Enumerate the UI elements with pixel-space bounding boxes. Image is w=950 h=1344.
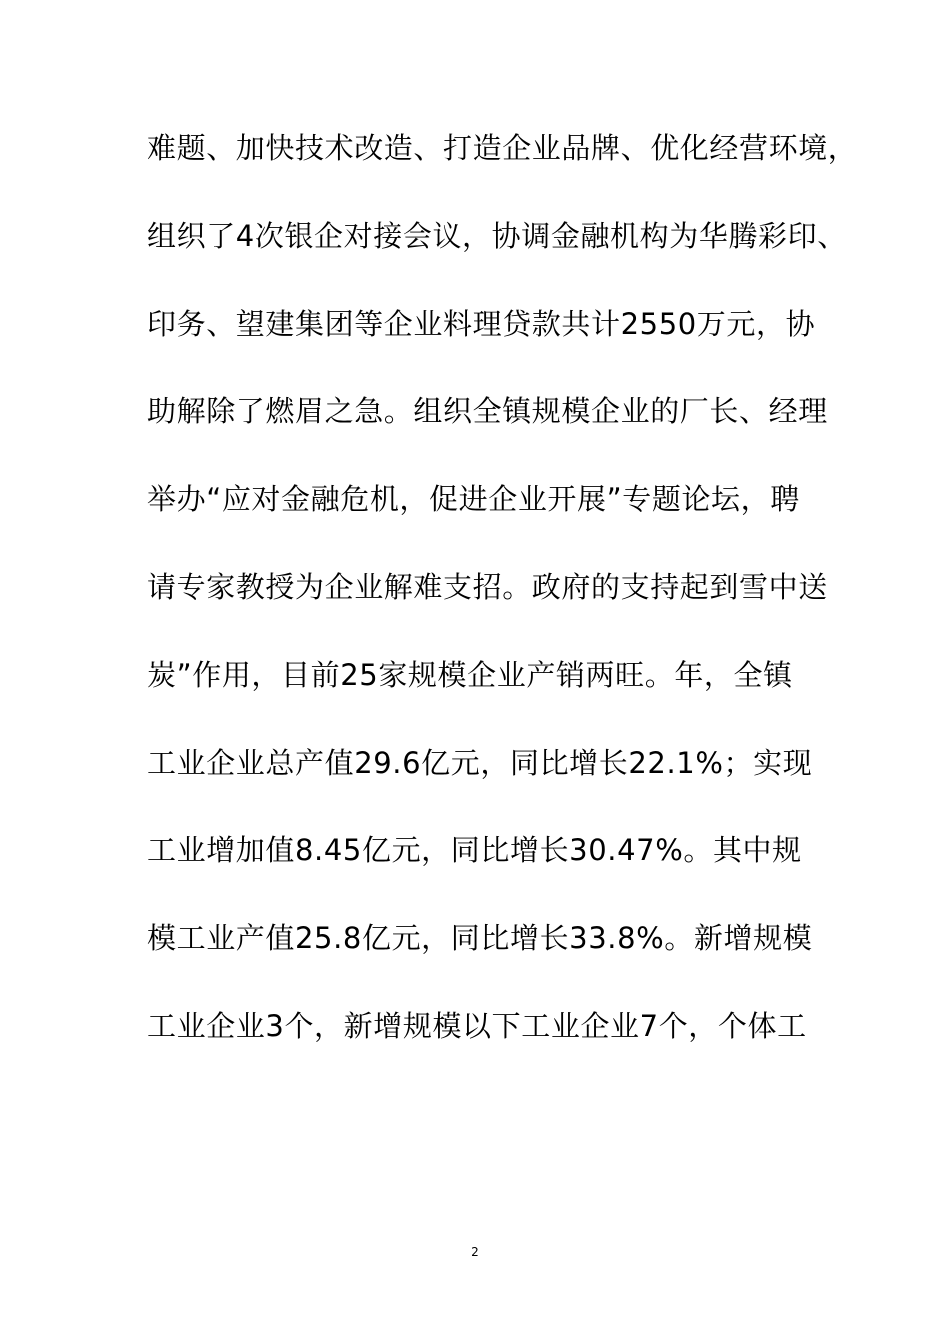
text-line: 难题、加快技术改造、打造企业品牌、优化经营环境， — [147, 131, 858, 165]
text-line: 举办“应对金融危机，促进企业开展”专题论坛，聘 — [147, 482, 800, 517]
body-text — [147, 128, 858, 1094]
page-number: 2 — [471, 1245, 479, 1259]
text-line: 助解除了燃眉之急。组织全镇规模企业的厂长、经理 — [147, 394, 828, 429]
text-line: 工业增加值8.45亿元，同比增长30.47%。其中规 — [147, 833, 802, 868]
text-line: 模工业产值25.8亿元，同比增长33.8%。新增规模 — [147, 921, 813, 956]
text-line: 工业企业3个，新增规模以下工业企业7个，个体工 — [147, 1008, 807, 1043]
text-line: 请专家教授为企业解难支招。政府的支持起到雪中送 — [147, 569, 828, 604]
text-line: 印务、望建集团等企业料理贷款共计2550万元，协 — [147, 306, 816, 341]
text-line: 炭”作用，目前25家规模企业产销两旺。年，全镇 — [147, 657, 793, 692]
text-line: 工业企业总产值29.6亿元，同比增长22.1%；实现 — [147, 745, 813, 780]
text-line: 组织了4次银企对接会议，协调金融机构为华腾彩印、 — [147, 218, 847, 253]
